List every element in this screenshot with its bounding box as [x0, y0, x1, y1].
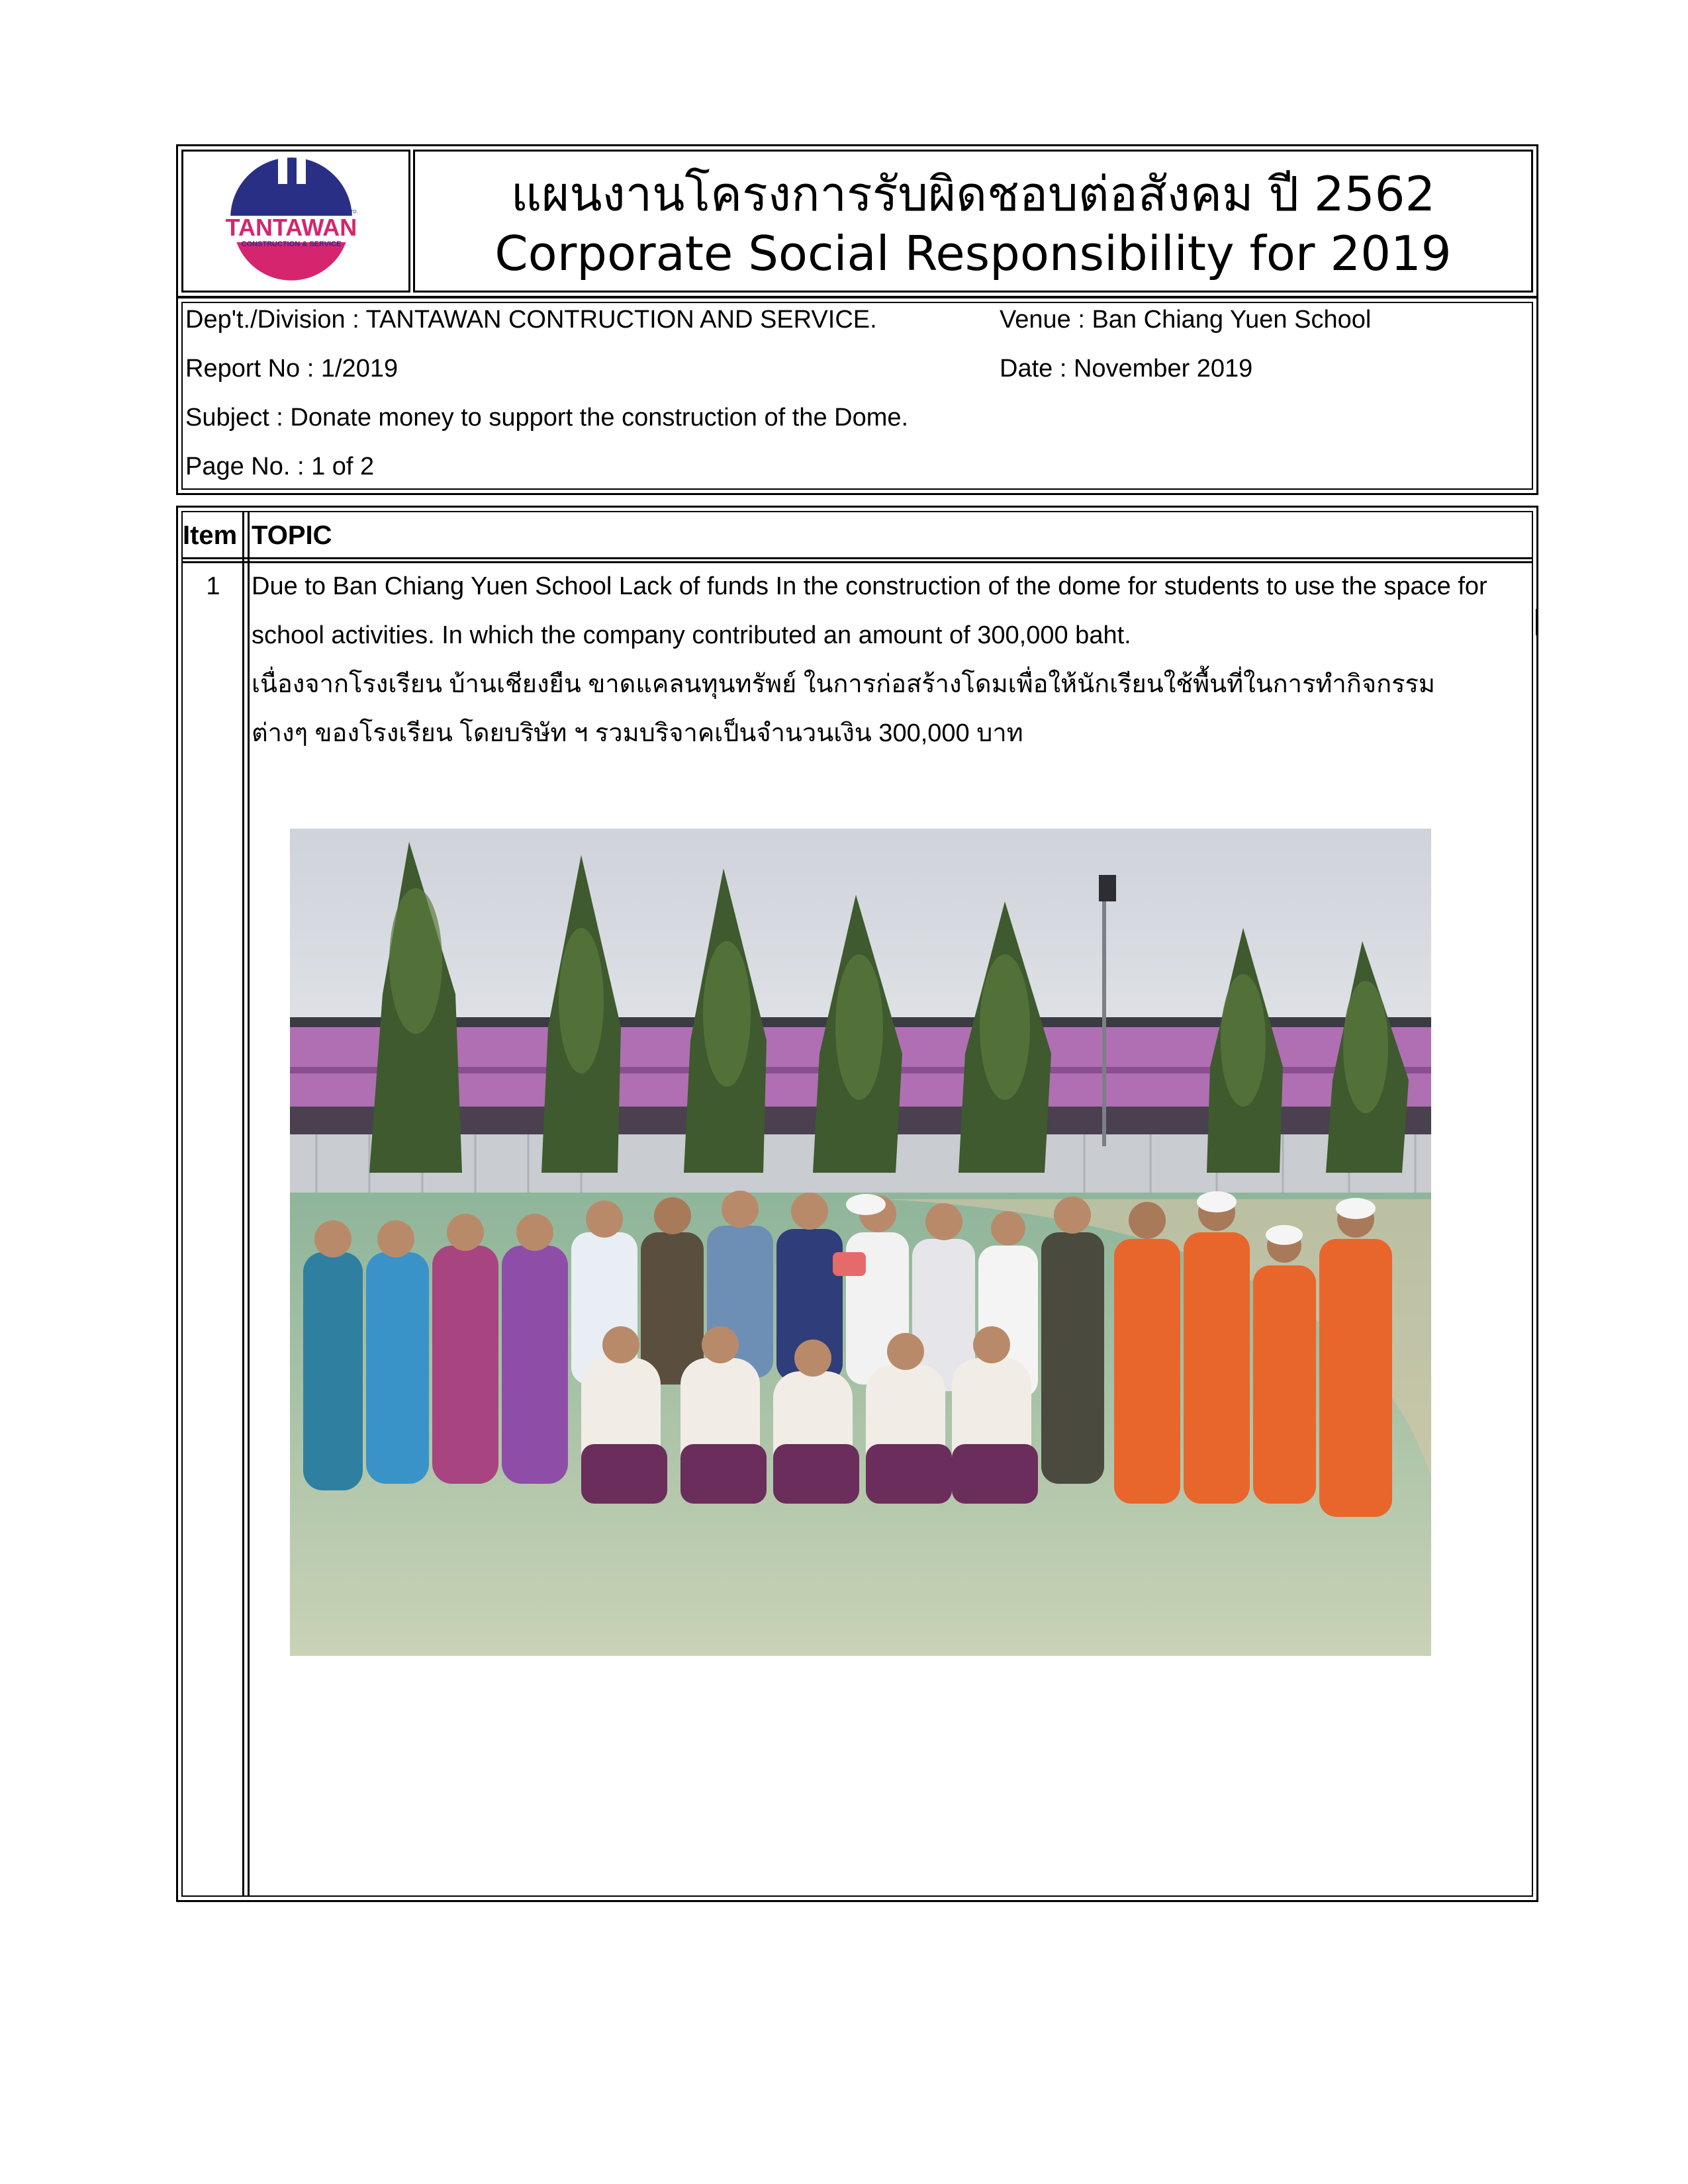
topic-line-1-text: Due to Ban Chiang Yuen School Lack of funds In the construction of the dome for students to use the space for — [252, 572, 1487, 600]
logo-tagline-text: CONSTRUCTION & SERVICE — [241, 240, 342, 248]
table-header-divider-2 — [181, 561, 1533, 563]
table-column-divider-2 — [248, 511, 250, 1897]
dept-division: Dep't./Division : TANTAWAN CONTRUCTION AND SERVICE. — [185, 306, 877, 334]
topic-line-1 — [252, 570, 1533, 604]
column-header-item: Item — [183, 521, 238, 550]
table-column-divider — [242, 511, 244, 1897]
topic-line-2: school activities. In which the company contributed an amount of 300,000 baht. — [252, 621, 1131, 649]
company-logo — [218, 154, 364, 290]
table-edge-mark — [1536, 609, 1538, 635]
report-date: Date : November 2019 — [1000, 355, 1253, 383]
topic-line-3-thai: เนื่องจากโรงเรียน บ้านเชียงยืน ขาดแคลนทุนทรัพย์ ในการก่อสร้างโดมเพื่อให้นักเรียนใช้พื้นที่ในการทำกิจกรรม — [252, 670, 1435, 698]
page-title-thai: แผนงานโครงการรับผิดชอบต่อสังคม ปี 2562 — [510, 166, 1436, 222]
logo-company-text: TANTAWAN — [225, 214, 357, 241]
page-number: Page No. : 1 of 2 — [185, 453, 375, 480]
table-header-divider — [181, 557, 1533, 559]
subject: Subject : Donate money to support the construction of the Dome. — [185, 404, 909, 432]
topic-line-4-thai: ต่างๆ ของโรงเรียน โดยบริษัท ฯ รวมบริจาคเป็นจำนวนเงิน 300,000 บาท — [252, 719, 1023, 747]
column-header-topic: TOPIC — [252, 521, 332, 550]
venue: Venue : Ban Chiang Yuen School — [1000, 306, 1372, 334]
event-photo — [290, 829, 1431, 1656]
report-no: Report No : 1/2019 — [185, 355, 399, 383]
item-number: 1 — [206, 572, 220, 600]
page-title-english: Corporate Social Responsibility for 2019 — [494, 226, 1452, 281]
logo-suffix-text: CO.,LTD. — [338, 210, 358, 214]
